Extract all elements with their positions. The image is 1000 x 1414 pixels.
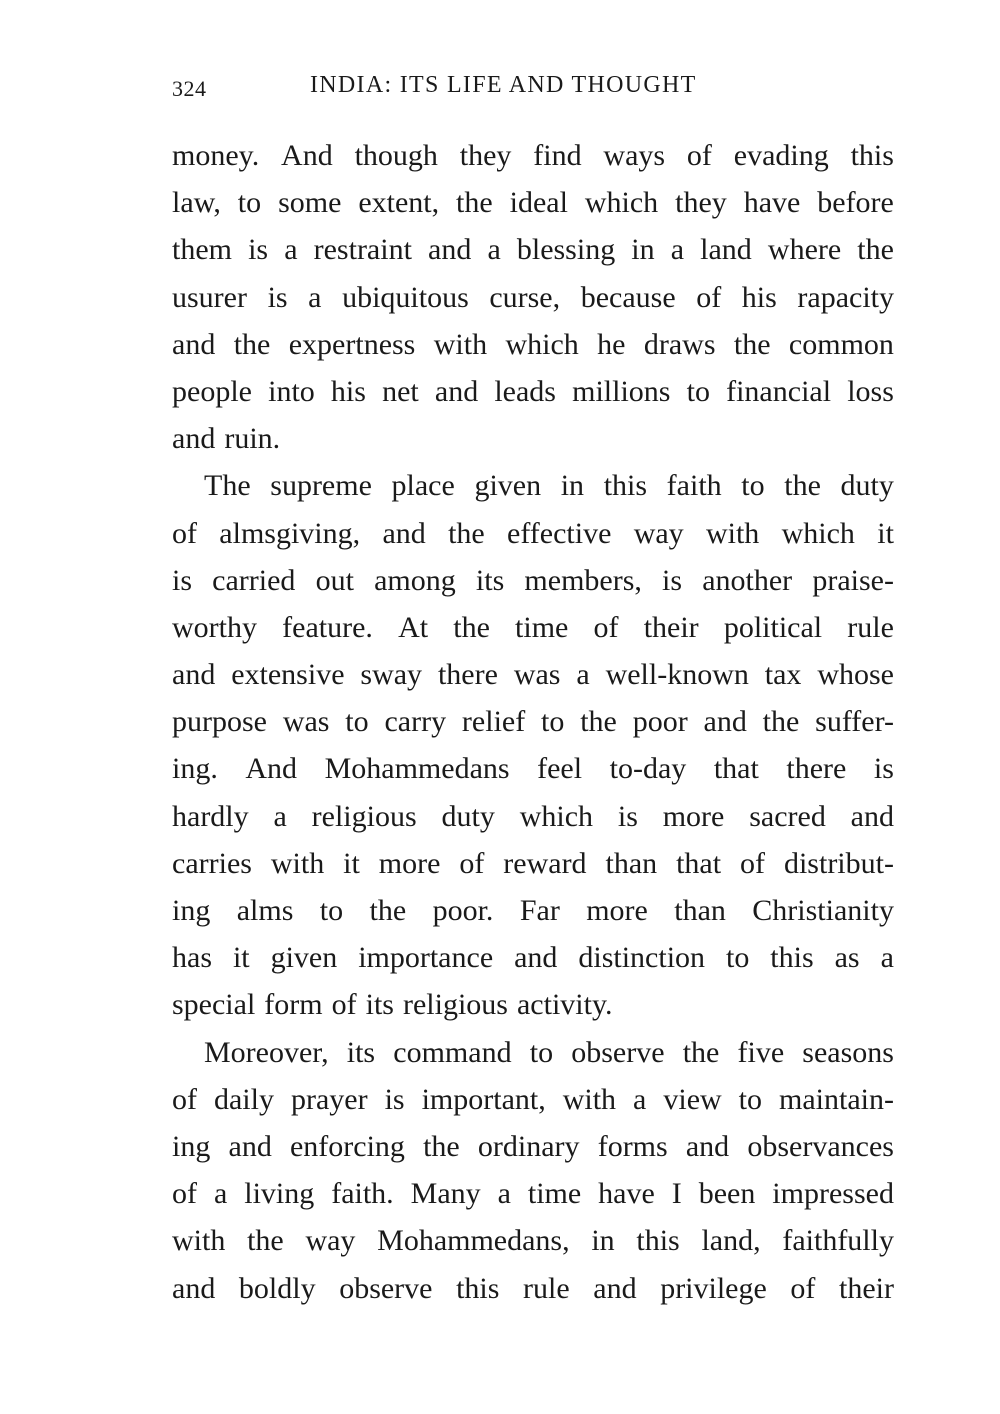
word: net xyxy=(382,374,419,408)
word: place xyxy=(391,469,455,503)
word: that xyxy=(676,846,722,880)
word: and xyxy=(428,233,472,267)
word: there xyxy=(437,658,498,692)
word: a xyxy=(487,233,501,267)
word: it xyxy=(343,846,360,880)
word: impressed xyxy=(772,1177,894,1211)
word: than xyxy=(674,894,726,927)
word: worthy xyxy=(172,610,257,644)
word: more xyxy=(662,799,725,833)
word: to xyxy=(726,941,750,975)
word: political xyxy=(723,610,823,644)
page-number: 324 xyxy=(172,76,207,101)
word: its xyxy=(346,1035,376,1069)
word: and xyxy=(703,705,747,739)
word: way xyxy=(633,516,684,550)
word: of xyxy=(172,516,197,550)
word: faithfully xyxy=(782,1224,894,1258)
word: have xyxy=(743,186,801,220)
body-text xyxy=(172,132,894,1312)
word: with xyxy=(433,327,488,361)
word: time xyxy=(527,1177,582,1211)
word: prayer xyxy=(290,1082,368,1116)
word: ing xyxy=(172,1129,211,1163)
word: the xyxy=(369,894,407,927)
word: more xyxy=(586,894,648,927)
word: and xyxy=(172,658,216,692)
word: reward xyxy=(503,846,587,880)
word: extent, xyxy=(358,186,440,220)
word: maintain- xyxy=(779,1082,894,1116)
word: observe xyxy=(571,1035,665,1069)
running-title: INDIA: ITS LIFE AND THOUGHT xyxy=(310,72,697,98)
word: the xyxy=(448,516,485,550)
word: ruin. xyxy=(224,422,281,456)
word: seasons xyxy=(802,1035,894,1069)
word: been xyxy=(698,1177,756,1211)
word: than xyxy=(605,846,658,880)
word: Mohammedans xyxy=(324,752,510,786)
word: this xyxy=(770,941,814,975)
text-line xyxy=(172,415,894,462)
word: of xyxy=(331,988,357,1022)
word: sacred xyxy=(749,799,826,833)
word: Far xyxy=(519,894,560,927)
text-line xyxy=(172,1076,894,1123)
text-line xyxy=(172,934,894,981)
word: money. xyxy=(172,139,260,172)
text-line xyxy=(172,887,894,934)
word: well-known xyxy=(605,658,749,692)
word: alms xyxy=(236,894,294,927)
text-line xyxy=(172,1123,894,1170)
word: poor xyxy=(632,705,688,739)
word: sway xyxy=(360,658,423,692)
word: distribut- xyxy=(783,846,894,880)
word: is xyxy=(172,563,193,597)
word: a xyxy=(213,1177,228,1211)
word: And xyxy=(245,752,298,786)
word: was xyxy=(513,658,561,692)
word: is xyxy=(617,799,638,833)
word: of xyxy=(696,280,722,314)
word: was xyxy=(282,705,330,739)
word: them xyxy=(172,233,232,267)
text-line xyxy=(172,745,894,792)
word: importance xyxy=(358,941,494,975)
word: tax xyxy=(764,658,802,692)
word: in xyxy=(560,469,585,503)
word: poor. xyxy=(432,894,494,927)
text-line xyxy=(172,226,894,273)
word: praise- xyxy=(812,563,894,597)
word: he xyxy=(597,327,626,361)
word: purpose xyxy=(172,705,267,739)
word: boldly xyxy=(238,1271,316,1305)
word: the xyxy=(682,1035,720,1069)
word: given xyxy=(474,469,542,503)
word: to xyxy=(529,1035,554,1069)
word: in xyxy=(591,1224,615,1258)
word: common xyxy=(788,327,894,361)
word: to xyxy=(741,469,765,503)
word: with xyxy=(270,846,325,880)
word: draws xyxy=(643,327,716,361)
word: carries xyxy=(172,846,252,880)
word: feel xyxy=(537,752,583,786)
word: ideal xyxy=(509,186,568,220)
word: their xyxy=(643,610,699,644)
word: to xyxy=(686,374,710,408)
word: whose xyxy=(817,658,894,692)
word: a xyxy=(576,658,590,692)
word: Christianity xyxy=(752,894,894,927)
word: which xyxy=(584,186,659,220)
word: the xyxy=(580,705,617,739)
text-line xyxy=(172,1029,894,1076)
word: because xyxy=(580,280,676,314)
word: a xyxy=(497,1177,511,1211)
word: and xyxy=(172,422,216,456)
word: ordinary xyxy=(477,1129,580,1163)
word: feature. xyxy=(282,610,373,644)
word: enforcing xyxy=(289,1129,405,1163)
word: a xyxy=(284,233,298,267)
word: daily xyxy=(213,1082,274,1116)
word: into xyxy=(268,374,315,408)
word: hardly xyxy=(172,799,249,833)
word: a xyxy=(308,280,322,314)
word: evading xyxy=(733,139,829,172)
text-line xyxy=(172,321,894,368)
text-line xyxy=(172,179,894,226)
word: relief xyxy=(461,705,526,739)
word: rule xyxy=(523,1271,570,1305)
word: a xyxy=(633,1082,647,1116)
word: faith xyxy=(666,469,722,503)
word: usurer xyxy=(172,280,247,314)
word: to xyxy=(541,705,565,739)
word: they xyxy=(675,186,727,220)
paragraph-3 xyxy=(172,1029,894,1312)
word: restraint xyxy=(313,233,412,267)
word: five xyxy=(737,1035,785,1069)
word: a xyxy=(670,233,685,267)
word: people xyxy=(172,374,252,408)
word: forms xyxy=(597,1129,668,1163)
word: the xyxy=(453,610,490,644)
paragraph-1 xyxy=(172,132,894,462)
word: though xyxy=(354,139,438,172)
word: observe xyxy=(339,1271,433,1305)
word: ubiquitous xyxy=(342,280,469,314)
word: this xyxy=(850,139,894,172)
word: way xyxy=(305,1224,356,1258)
text-line xyxy=(172,981,894,1028)
word: this xyxy=(456,1271,500,1305)
word: is xyxy=(873,752,894,786)
word: that xyxy=(713,752,759,786)
word: has xyxy=(172,941,212,975)
word: form xyxy=(264,988,323,1022)
word: in xyxy=(631,233,655,267)
word: to xyxy=(237,186,262,220)
word: ways xyxy=(603,139,666,172)
word: to xyxy=(319,894,344,927)
running-head xyxy=(172,72,892,108)
word: and xyxy=(514,941,558,975)
word: almsgiving, xyxy=(219,516,361,550)
word: and xyxy=(685,1129,730,1163)
word: extensive xyxy=(231,658,345,692)
word: law, xyxy=(172,186,221,220)
word: the xyxy=(733,327,771,361)
word: have xyxy=(598,1177,655,1211)
word: distinction xyxy=(578,941,706,975)
word: and xyxy=(434,374,479,408)
word: time xyxy=(515,610,569,644)
word: is xyxy=(662,563,683,597)
text-line xyxy=(172,368,894,415)
word: and xyxy=(593,1271,637,1305)
word: the xyxy=(423,1129,460,1163)
word: and xyxy=(850,799,894,833)
word: is xyxy=(248,233,269,267)
word: of xyxy=(740,846,766,880)
word: leads xyxy=(494,374,556,408)
word: of xyxy=(172,1177,197,1211)
word: this xyxy=(636,1224,680,1258)
word: rapacity xyxy=(797,280,894,314)
word: living xyxy=(244,1177,315,1211)
word: Moreover, xyxy=(204,1035,329,1069)
word: a xyxy=(880,941,894,975)
word: with xyxy=(562,1082,617,1116)
word: millions xyxy=(572,374,671,408)
text-line xyxy=(172,510,894,557)
word: land xyxy=(700,233,752,267)
word: duty xyxy=(840,469,894,503)
word: as xyxy=(834,941,860,975)
word: among xyxy=(374,563,456,597)
word: curse, xyxy=(489,280,561,314)
text-line xyxy=(172,604,894,651)
word: more xyxy=(378,846,441,880)
word: special xyxy=(172,988,256,1022)
word: of xyxy=(593,610,619,644)
text-line xyxy=(172,651,894,698)
word: the xyxy=(762,705,800,739)
word: And xyxy=(281,139,333,172)
word: I xyxy=(671,1177,682,1211)
word: it xyxy=(232,941,250,975)
word: land, xyxy=(701,1224,761,1258)
word: religious xyxy=(311,799,417,833)
word: to xyxy=(345,705,369,739)
word: Many xyxy=(410,1177,481,1211)
word: it xyxy=(877,516,894,550)
text-line xyxy=(172,1265,894,1312)
word: its xyxy=(365,988,394,1022)
text-line xyxy=(172,793,894,840)
text-line xyxy=(172,1217,894,1264)
word: of xyxy=(459,846,485,880)
word: observances xyxy=(747,1129,894,1163)
word: which xyxy=(505,327,579,361)
word: suffer- xyxy=(815,705,894,739)
word: privilege xyxy=(660,1271,767,1305)
word: and xyxy=(228,1129,272,1163)
word: there xyxy=(786,752,847,786)
word: the xyxy=(456,186,493,220)
text-line xyxy=(172,132,894,179)
word: Mohammedans, xyxy=(377,1224,570,1258)
word: carry xyxy=(384,705,447,739)
word: the xyxy=(784,469,821,503)
word: view xyxy=(663,1082,722,1116)
word: rule xyxy=(847,610,894,644)
text-line xyxy=(172,274,894,321)
word: its xyxy=(475,563,505,597)
word: another xyxy=(702,563,793,597)
word: and xyxy=(382,516,426,550)
word: financial xyxy=(726,374,832,408)
word: and xyxy=(172,327,216,361)
word: is xyxy=(384,1082,405,1116)
word: of xyxy=(172,1082,197,1116)
text-line xyxy=(172,557,894,604)
word: which xyxy=(781,516,855,550)
word: At xyxy=(398,610,429,644)
word: effective xyxy=(507,516,612,550)
word: his xyxy=(741,280,777,314)
word: where xyxy=(767,233,842,267)
word: command xyxy=(393,1035,512,1069)
word: a xyxy=(273,799,287,833)
word: his xyxy=(330,374,366,408)
word: ing. xyxy=(172,752,218,786)
text-line xyxy=(172,840,894,887)
word: of xyxy=(686,139,712,172)
word: activity. xyxy=(516,988,613,1022)
word: supreme xyxy=(270,469,372,503)
word: with xyxy=(172,1224,226,1258)
word: members, xyxy=(524,563,642,597)
word: which xyxy=(519,799,594,833)
word: the xyxy=(233,327,271,361)
word: religious xyxy=(402,988,508,1022)
word: to xyxy=(738,1082,763,1116)
word: the xyxy=(857,233,894,267)
word: to-day xyxy=(609,752,687,786)
word: the xyxy=(247,1224,284,1258)
paragraph-2 xyxy=(172,462,894,1028)
word: this xyxy=(603,469,648,503)
word: expertness xyxy=(288,327,416,361)
word: some xyxy=(278,186,342,220)
word: duty xyxy=(441,799,495,833)
word: they xyxy=(459,139,512,172)
word: with xyxy=(705,516,760,550)
word: faith. xyxy=(331,1177,394,1211)
word: their xyxy=(839,1271,894,1305)
word: is xyxy=(267,280,288,314)
word: The xyxy=(204,469,251,503)
word: blessing xyxy=(516,233,616,267)
word: important, xyxy=(421,1082,546,1116)
word: before xyxy=(817,186,894,220)
word: find xyxy=(533,139,582,172)
text-line xyxy=(172,698,894,745)
text-line xyxy=(172,1170,894,1217)
text-line xyxy=(172,462,894,509)
word: of xyxy=(790,1271,816,1305)
word: given xyxy=(270,941,338,975)
word: ing xyxy=(172,894,211,927)
word: and xyxy=(172,1271,216,1305)
word: carried xyxy=(212,563,296,597)
word: loss xyxy=(847,374,894,408)
word: out xyxy=(315,563,354,597)
